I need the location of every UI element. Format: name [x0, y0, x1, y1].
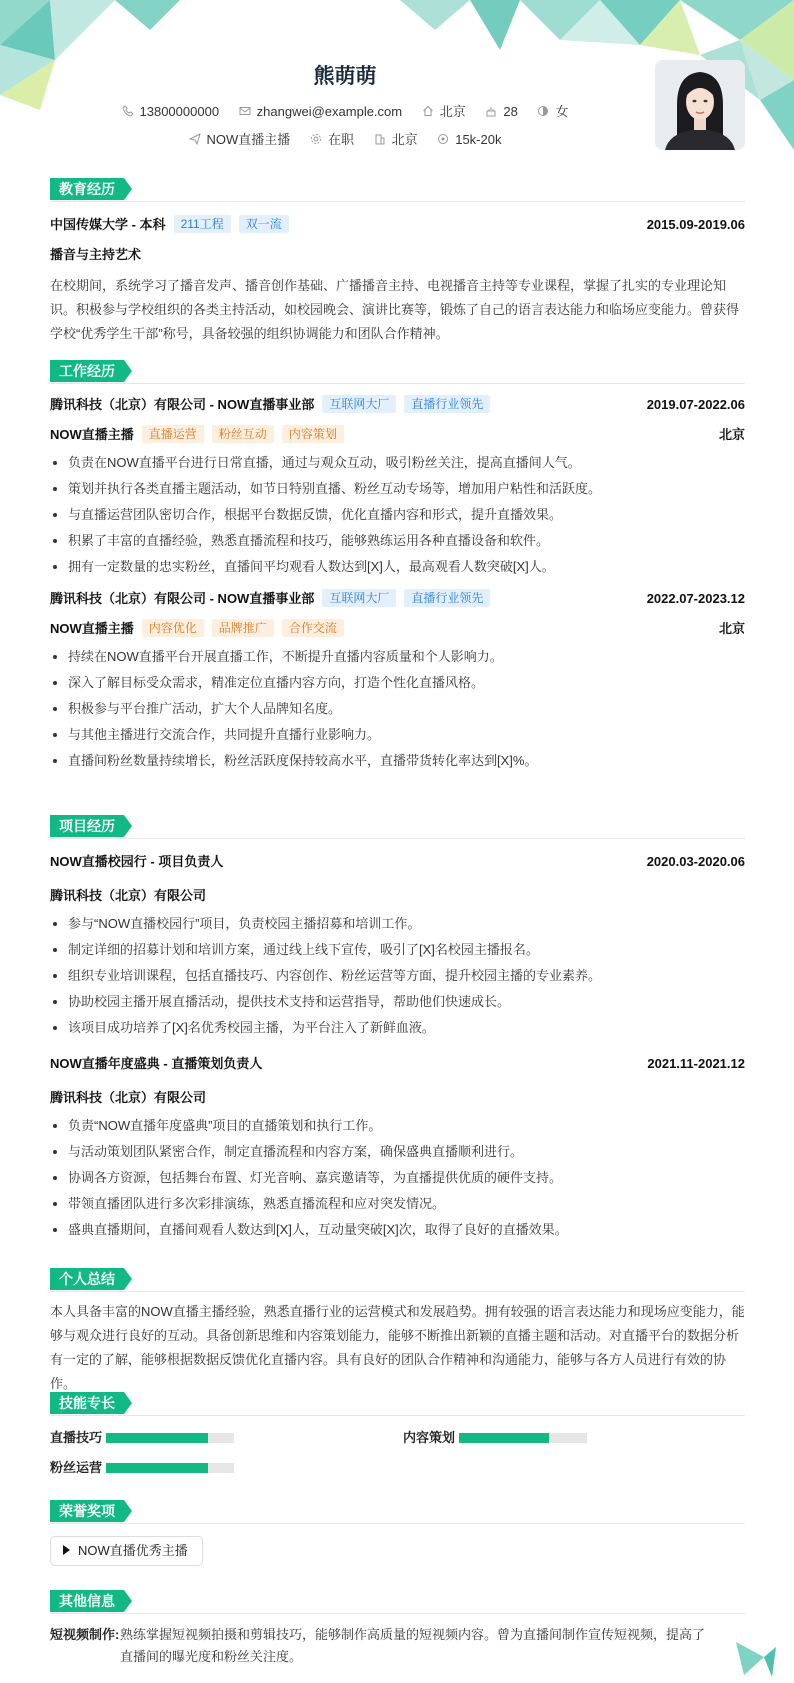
job-intent-row — [0, 129, 690, 148]
list-item: 持续在NOW直播平台开展直播工作，不断提升直播内容质量和个人影响力。 — [50, 644, 745, 670]
work-company — [50, 588, 490, 610]
salary-text: 15k-20k — [455, 132, 502, 147]
list-item: 与直播运营团队密切合作，根据平台数据反馈，优化直播内容和形式，提升直播效果。 — [50, 502, 745, 528]
age-text: 28 — [503, 104, 518, 119]
school-tag: 双一流 — [239, 215, 289, 233]
target-city-info — [374, 129, 418, 148]
role-name: NOW直播主播 — [50, 621, 134, 636]
building-icon — [374, 133, 386, 145]
skill-name: 粉丝运营 — [50, 1460, 103, 1475]
role-tag: 粉丝互动 — [212, 425, 274, 443]
education-row — [50, 214, 745, 236]
work-city: 北京 — [718, 621, 745, 636]
project-title-row — [50, 851, 745, 873]
skills-header — [50, 1392, 745, 1416]
work-period: 2022.07-2023.12 — [646, 591, 745, 606]
list-item: 组织专业培训课程，包括直播技巧、内容创作、粉丝运营等方面，提升校园主播的专业素养。 — [50, 963, 745, 989]
role-tag: 内容策划 — [282, 425, 344, 443]
list-item: 与其他主播进行交流合作，共同提升直播行业影响力。 — [50, 722, 745, 748]
skill-bar-fill — [106, 1463, 208, 1473]
candidate-name: 熊萌萌 — [313, 65, 377, 88]
list-item: 直播间粉丝数量持续增长，粉丝活跃度保持较高水平，直播带货转化率达到[X]%。 — [50, 748, 745, 774]
home-icon — [422, 105, 434, 117]
education-description: 在校期间，系统学习了播音发声、播音创作基础、广播播音主持、电视播音主持等专业课程，掌握了扎实的专业理论知识。积极参与学校组织的各类主持活动，如校园晚会、演讲比赛等，锻炼了自己的语言表达能力和临场应变能力。曾获得学校“优秀学生干部”称号，具备较强的组织协调能力和团队合作精神。 — [50, 278, 740, 341]
company-tag: 直播行业领先 — [404, 589, 490, 607]
section-divider — [50, 1415, 745, 1416]
list-item: 协助校园主播开展直播活动，提供技术支持和运营指导，帮助他们快速成长。 — [50, 989, 745, 1015]
salary-info — [437, 132, 501, 147]
section-divider — [50, 1613, 745, 1614]
work-bullets — [50, 450, 745, 580]
list-item: 负责“NOW直播年度盛典”项目的直播策划和执行工作。 — [50, 1113, 745, 1139]
other-section — [50, 1590, 745, 1668]
work-entry — [50, 588, 745, 774]
mail-icon — [239, 105, 251, 117]
location-text: 北京 — [439, 104, 466, 119]
list-item: 负责在NOW直播平台进行日常直播，通过与观众互动，吸引粉丝关注，提高直播间人气。 — [50, 450, 745, 476]
cake-icon — [485, 105, 497, 117]
honors-list — [50, 1536, 745, 1566]
company-tag: 互联网大厂 — [322, 589, 396, 607]
list-item: 深入了解目标受众需求，精准定位直播内容方向，打造个性化直播风格。 — [50, 670, 745, 696]
work-entry — [50, 394, 745, 580]
role-tag: 合作交流 — [282, 619, 344, 637]
skills-section — [50, 1392, 745, 1482]
skill-bar-fill — [459, 1433, 549, 1443]
projects-header — [50, 815, 745, 839]
section-title: 工作经历 — [50, 360, 124, 382]
section-divider — [50, 201, 745, 202]
work-role — [50, 424, 344, 446]
coin-icon — [437, 133, 449, 145]
education-major: 播音与主持艺术 — [50, 247, 142, 262]
award-text: NOW直播优秀主播 — [78, 1543, 188, 1558]
avatar-portrait — [655, 60, 745, 150]
phone-icon — [122, 105, 134, 117]
target-job-text: NOW直播主播 — [206, 132, 291, 147]
email-text: zhangwei@example.com — [256, 104, 403, 119]
work-role — [50, 618, 344, 640]
target-job-info — [189, 129, 291, 148]
list-item: 带领直播团队进行多次彩排演练，熟悉直播流程和应对突发情况。 — [50, 1191, 745, 1217]
section-divider — [50, 838, 745, 839]
section-divider — [50, 1523, 745, 1524]
list-item: 与活动策划团队紧密合作，制定直播流程和内容方案，确保盛典直播顺利进行。 — [50, 1139, 745, 1165]
project-entry — [50, 851, 745, 1041]
phone-text: 13800000000 — [139, 104, 220, 119]
work-section — [50, 360, 745, 774]
list-item: 盛典直播期间，直播间观看人数达到[X]人，互动量突破[X]次，取得了良好的直播效果。 — [50, 1217, 745, 1243]
avatar — [655, 60, 745, 150]
list-item: 参与“NOW直播校园行”项目，负责校园主播招募和培训工作。 — [50, 911, 745, 937]
role-tag: 品牌推广 — [212, 619, 274, 637]
summary-header — [50, 1268, 745, 1292]
skill-name: 内容策划 — [403, 1430, 456, 1445]
resume-header — [0, 0, 794, 165]
gender-icon — [537, 105, 549, 117]
honors-header — [50, 1500, 745, 1524]
other-text: 熟练掌握短视频拍摄和剪辑技巧，能够制作高质量的短视频内容。曾为直播间制作宣传短视频，提高了直播间的曝光度和粉丝关注度。 — [120, 1627, 706, 1664]
section-title: 技能专长 — [50, 1392, 124, 1414]
list-item: 积极参与平台推广活动，扩大个人品牌知名度。 — [50, 696, 745, 722]
school-tag: 211工程 — [174, 215, 231, 233]
section-divider — [50, 1291, 745, 1292]
send-icon — [189, 133, 201, 145]
phone-info — [122, 104, 220, 119]
summary-text: 本人具备丰富的NOW直播主播经验，熟悉直播行业的运营模式和发展趋势。拥有较强的语言表达能力和现场应变能力，能够与观众进行良好的互动。具备创新思维和内容策划能力，能够不断推出新颖的直播主题和活动。对直播平台的数据分析有一定的了解，能够根据数据反馈优化直播内容。具有良好的团队合作精神和沟通能力，能够与各方人员进行有效的协作。 — [50, 1304, 745, 1391]
target-city-text: 北京 — [391, 132, 418, 147]
other-label: 短视频制作: — [50, 1627, 120, 1642]
project-org: 腾讯科技（北京）有限公司 — [50, 888, 207, 903]
projects-section — [50, 815, 745, 1243]
project-entry — [50, 1053, 745, 1243]
skill-bar-fill — [106, 1433, 208, 1443]
project-title: NOW直播校园行 - 项目负责人 — [50, 854, 224, 869]
skill-bar — [459, 1433, 587, 1443]
section-title: 其他信息 — [50, 1590, 124, 1612]
education-section — [50, 178, 745, 346]
email-info — [239, 104, 402, 119]
project-org-row — [50, 1087, 745, 1109]
skill-bar — [106, 1433, 234, 1443]
company-tag: 直播行业领先 — [404, 395, 490, 413]
summary-section — [50, 1268, 745, 1396]
award-item — [50, 1536, 203, 1566]
list-item: 制定详细的招募计划和培训方案，通过线上线下宣传，吸引了[X]名校园主播报名。 — [50, 937, 745, 963]
section-title: 荣誉奖项 — [50, 1500, 124, 1522]
company-tag: 互联网大厂 — [322, 395, 396, 413]
status-info — [310, 129, 354, 148]
list-item: 协调各方资源，包括舞台布置、灯光音响、嘉宾邀请等，为直播提供优质的硬件支持。 — [50, 1165, 745, 1191]
work-bullets — [50, 644, 745, 774]
project-period: 2021.11-2021.12 — [647, 1056, 745, 1071]
education-period: 2015.09-2019.06 — [646, 217, 745, 232]
work-header — [50, 360, 745, 384]
education-header — [50, 178, 745, 202]
project-org: 腾讯科技（北京）有限公司 — [50, 1090, 207, 1105]
work-company-row — [50, 394, 745, 416]
project-title: NOW直播年度盛典 - 直播策划负责人 — [50, 1056, 263, 1071]
role-tag: 直播运营 — [142, 425, 204, 443]
other-header — [50, 1590, 745, 1614]
section-title: 项目经历 — [50, 815, 124, 837]
list-item: 该项目成功培养了[X]名优秀校园主播，为平台注入了新鲜血液。 — [50, 1015, 745, 1041]
section-divider — [50, 383, 745, 384]
list-item: 策划并执行各类直播主题活动，如节日特别直播、粉丝互动专场等，增加用户粘性和活跃度。 — [50, 476, 745, 502]
gear-icon — [310, 133, 322, 145]
age-info — [485, 104, 517, 119]
work-company-row — [50, 588, 745, 610]
project-bullets — [50, 911, 745, 1041]
role-name: NOW直播主播 — [50, 427, 134, 442]
work-role-row — [50, 424, 745, 446]
play-icon — [63, 1545, 70, 1555]
role-tag: 内容优化 — [142, 619, 204, 637]
work-period: 2019.07-2022.06 — [646, 397, 745, 412]
list-item: 拥有一定数量的忠实粉丝，直播间平均观看人数达到[X]人，最高观看人数突破[X]人。 — [50, 554, 745, 580]
section-title: 教育经历 — [50, 178, 124, 200]
company-name: 腾讯科技（北京）有限公司 - NOW直播事业部 — [50, 397, 315, 412]
school-name: 中国传媒大学 - 本科 — [50, 217, 166, 232]
skill-name: 直播技巧 — [50, 1430, 103, 1445]
project-bullets — [50, 1113, 745, 1243]
status-text: 在职 — [327, 132, 354, 147]
honors-section — [50, 1500, 745, 1566]
other-row — [50, 1624, 745, 1668]
company-name: 腾讯科技（北京）有限公司 - NOW直播事业部 — [50, 591, 315, 606]
list-item: 积累了丰富的直播经验，熟悉直播流程和技巧，能够熟练运用各种直播设备和软件。 — [50, 528, 745, 554]
work-role-row — [50, 618, 745, 640]
work-company — [50, 394, 490, 416]
work-city: 北京 — [718, 427, 745, 442]
gender-text: 女 — [555, 104, 569, 119]
project-title-row — [50, 1053, 745, 1075]
gender-info — [537, 101, 568, 120]
section-title: 个人总结 — [50, 1268, 124, 1290]
education-major-row — [50, 244, 745, 266]
project-org-row — [50, 885, 745, 907]
skill-bar — [106, 1463, 234, 1473]
project-period: 2020.03-2020.06 — [646, 854, 745, 869]
education-school — [50, 214, 289, 236]
location-info — [422, 101, 466, 120]
contact-row — [0, 101, 690, 120]
